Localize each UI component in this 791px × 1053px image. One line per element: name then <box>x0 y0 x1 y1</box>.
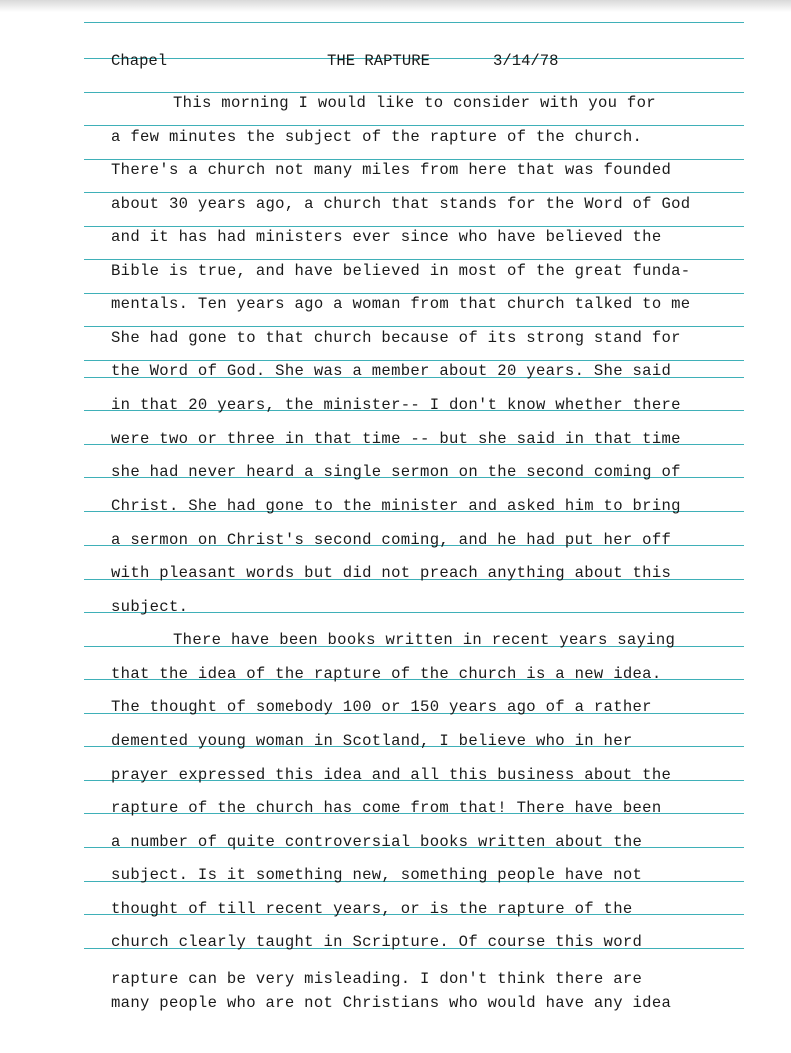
text-line: subject. <box>111 598 189 616</box>
text-line: that the idea of the rapture of the church is a new idea. <box>111 665 662 683</box>
text-line: a sermon on Christ's second coming, and he had put her off <box>111 531 672 549</box>
text-line: thought of till recent years, or is the rapture of the <box>111 900 633 918</box>
text-line: The thought of somebody 100 or 150 years ago of a rather <box>111 698 652 716</box>
ruled-line <box>84 125 744 126</box>
text-line: prayer expressed this idea and all this business about the <box>111 766 672 784</box>
text-line: She had gone to that church because of its strong stand for <box>111 329 681 347</box>
text-line: a few minutes the subject of the rapture of the church. <box>111 128 643 146</box>
text-line: demented young woman in Scotland, I believe who in her <box>111 732 633 750</box>
text-line: church clearly taught in Scripture. Of course this word <box>111 933 643 951</box>
header-label: Chapel <box>111 52 168 70</box>
text-line: in that 20 years, the minister-- I don't know whether there <box>111 396 681 414</box>
text-line: with pleasant words but did not preach anything about this <box>111 564 672 582</box>
ruled-line <box>84 192 744 193</box>
text-line: Bible is true, and have believed in most of the great funda- <box>111 262 691 280</box>
text-line: subject. Is it something new, something people have not <box>111 866 643 884</box>
text-line: There's a church not many miles from here that was founded <box>111 161 672 179</box>
text-line: There have been books written in recent years saying <box>173 631 676 649</box>
text-line: rapture of the church has come from that! There have been <box>111 799 662 817</box>
text-line: This morning I would like to consider with you for <box>173 94 656 112</box>
page-title: THE RAPTURE <box>327 52 430 70</box>
text-line: Christ. She had gone to the minister and asked him to bring <box>111 497 681 515</box>
text-line: mentals. Ten years ago a woman from that church talked to me <box>111 295 691 313</box>
ruled-line <box>84 326 744 327</box>
header-date: 3/14/78 <box>493 52 559 70</box>
text-line: were two or three in that time -- but she said in that time <box>111 430 681 448</box>
text-line: the Word of God. She was a member about 20 years. She said <box>111 362 672 380</box>
text-line: she had never heard a single sermon on the second coming of <box>111 463 681 481</box>
text-line: rapture can be very misleading. I don't think there are <box>111 970 643 988</box>
text-line: and it has had ministers ever since who have believed the <box>111 228 662 246</box>
ruled-line <box>84 259 744 260</box>
text-line: about 30 years ago, a church that stands for the Word of God <box>111 195 691 213</box>
ruled-line <box>84 22 744 23</box>
scan-edge <box>0 0 791 12</box>
text-line: many people who are not Christians who would have any idea <box>111 994 672 1012</box>
text-line: a number of quite controversial books written about the <box>111 833 643 851</box>
